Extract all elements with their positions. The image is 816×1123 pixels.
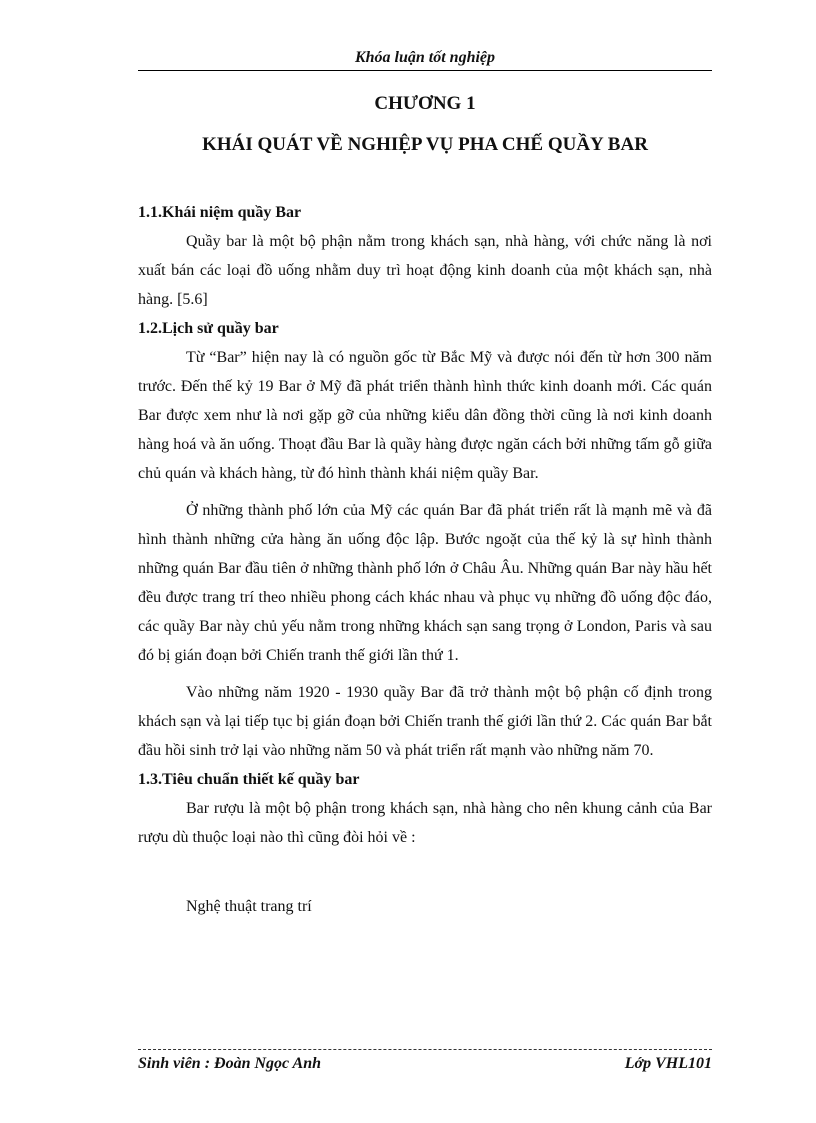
footer-student: Sinh viên : Đoàn Ngọc Anh (138, 1055, 321, 1072)
section-heading-1-2: 1.2.Lịch sử quầy bar (138, 320, 279, 337)
paragraph: Từ “Bar” hiện nay là có nguồn gốc từ Bắc Mỹ và được nói đến từ hơn 300 năm trước. Đến thế kỷ 19 Bar ở Mỹ đã phát triển thành hình thức kinh doanh mới. Các quán Bar được xem như là nơi gặp gỡ của những kiểu dân đồng thời cũng là nơi kinh doanh hàng hoá và ăn uống. Thoạt đầu Bar là quầy hàng được ngăn cách bởi những tấm gỗ giữa chủ quán và khách hàng, từ đó hình thành khái niệm quầy Bar. (138, 349, 712, 482)
paragraph: Bar rượu là một bộ phận trong khách sạn, nhà hàng cho nên khung cảnh của Bar rượu dù thuộc loại nào thì cũng đòi hỏi về : (138, 800, 712, 846)
paragraph: Quầy bar là một bộ phận nằm trong khách sạn, nhà hàng, với chức năng là nơi xuất bán các loại đồ uống nhằm duy trì hoạt động kinh doanh của một khách sạn, nhà hàng. [5.6] (138, 233, 712, 308)
paragraph: Ở những thành phố lớn của Mỹ các quán Bar đã phát triển rất là mạnh mẽ và đã hình thành những cửa hàng ăn uống độc lập. Bước ngoặt của thế kỷ là sự hình thành những quán Bar đầu tiên ở những thành phố lớn ở Châu Âu. Những quán Bar này hầu hết đều được trang trí theo nhiều phong cách khác nhau và phục vụ những đồ uống độc đáo, các quầy Bar này chủ yếu nằm trong những khách sạn sang trọng ở London, Paris và sau đó bị gián đoạn bởi Chiến tranh thế giới lần thứ 1. (138, 502, 712, 664)
section-heading-1-1: 1.1.Khái niệm quầy Bar (138, 204, 302, 221)
chapter-number: CHƯƠNG 1 (374, 93, 476, 114)
chapter-title: KHÁI QUÁT VỀ NGHIỆP VỤ PHA CHẾ QUẦY BAR (202, 134, 648, 155)
section-heading-1-3: 1.3.Tiêu chuẩn thiết kế quầy bar (138, 771, 360, 788)
footer-divider (138, 1049, 712, 1050)
document-body (138, 198, 712, 921)
paragraph: Vào những năm 1920 - 1930 quầy Bar đã trở thành một bộ phận cố định trong khách sạn và lại tiếp tục bị gián đoạn bởi Chiến tranh thế giới lần thứ 2. Các quán Bar bắt đầu hồi sinh trở lại vào những năm 50 và phát triển rất mạnh vào những năm 70. (138, 684, 712, 759)
header-divider (138, 70, 712, 71)
header-title: Khóa luận tốt nghiệp (354, 49, 496, 66)
paragraph: Nghệ thuật trang trí (186, 898, 312, 915)
footer-class: Lớp VHL101 (624, 1055, 712, 1072)
